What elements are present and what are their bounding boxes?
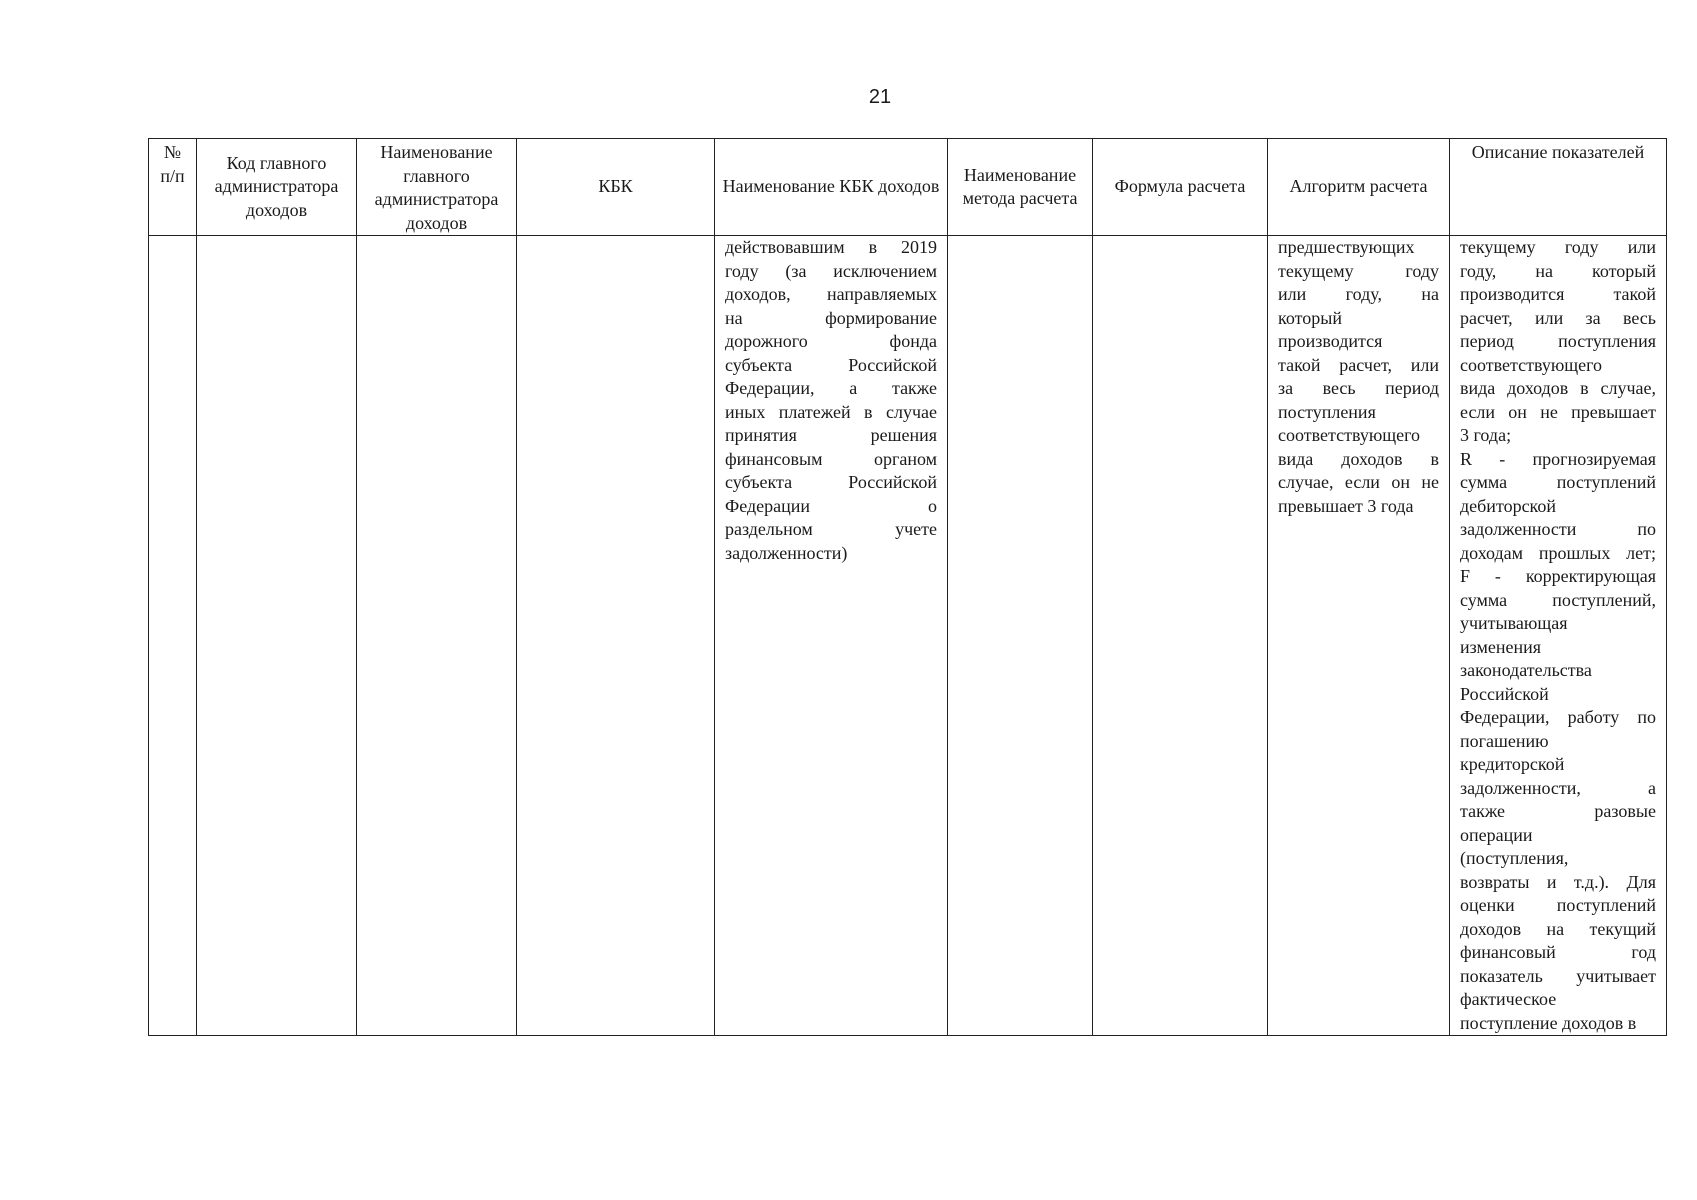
revenue-method-table <box>148 138 1667 1036</box>
text-line: если он не превышает <box>1460 401 1656 422</box>
text-line: задолженности по <box>1460 519 1656 539</box>
text-line: иных платежей в случае <box>725 401 937 422</box>
algorithm-text <box>1278 236 1439 518</box>
text-line: сумма поступлений <box>1460 472 1656 492</box>
description-text <box>1460 236 1656 1035</box>
text-line: законодательства <box>1460 660 1592 680</box>
text-line: операции <box>1460 824 1533 845</box>
text-line: вида доходов в <box>1278 448 1439 469</box>
text-line: поступление доходов в <box>1460 1012 1637 1033</box>
text-line: доходам прошлых лет; <box>1460 542 1656 563</box>
text-line: изменения <box>1460 636 1542 657</box>
text-line: случае, если он не <box>1278 472 1439 492</box>
text-line: вида доходов в случае, <box>1460 378 1656 398</box>
text-line: возвраты и т.д.). Для <box>1460 871 1656 892</box>
text-line: погашению <box>1460 730 1549 751</box>
text-line: году (за исключением <box>725 260 937 281</box>
cell-description <box>1450 236 1667 1036</box>
text-line: показатель учитывает <box>1460 965 1656 986</box>
text-line: задолженности) <box>725 542 848 563</box>
text-line: кредиторской <box>1460 754 1565 774</box>
header-formula: Формула расчета <box>1093 139 1268 236</box>
text-line: оценки поступлений <box>1460 895 1656 915</box>
text-line: принятия решения <box>725 425 937 445</box>
page-number: 21 <box>868 86 892 108</box>
text-line: F - корректирующая <box>1460 566 1656 586</box>
text-line: дорожного фонда <box>725 331 937 351</box>
text-line: финансовым органом <box>725 448 937 469</box>
cell-admin-code <box>197 236 357 1036</box>
text-line: расчет, или за весь <box>1460 307 1656 328</box>
header-description: Описание показателей <box>1450 139 1667 236</box>
header-admin-code: Код главного администратора доходов <box>197 139 357 236</box>
text-line: задолженности, а <box>1460 777 1656 798</box>
header-kbk-name: Наименование КБК доходов <box>715 139 948 236</box>
text-line: 3 года; <box>1460 425 1512 445</box>
text-line: также разовые <box>1460 801 1656 821</box>
text-line: действовавшим в 2019 <box>725 237 937 257</box>
cell-admin-name <box>357 236 517 1036</box>
text-line: период поступления <box>1460 331 1656 351</box>
cell-num <box>149 236 197 1036</box>
cell-formula <box>1093 236 1268 1036</box>
header-method: Наименование метода расчета <box>948 139 1093 236</box>
table-header-row <box>149 139 1667 236</box>
text-line: такой расчет, или <box>1278 354 1439 375</box>
text-line: поступления <box>1278 401 1376 422</box>
text-line: Федерации о <box>725 495 937 516</box>
text-line: раздельном учете <box>725 519 937 539</box>
text-line: производится такой <box>1460 284 1656 304</box>
text-line: субъекта Российской <box>725 354 937 375</box>
text-line: текущему году <box>1278 260 1439 281</box>
text-line: году, на который <box>1460 260 1656 281</box>
text-line: (поступления, <box>1460 848 1569 868</box>
text-line: соответствующего <box>1278 425 1421 445</box>
cell-algorithm <box>1268 236 1450 1036</box>
text-line: учитывающая <box>1460 613 1568 633</box>
text-line: Федерации, а также <box>725 378 937 398</box>
text-line: доходов, направляемых <box>725 284 937 304</box>
header-admin-name: Наименование главного администратора доходов <box>357 139 517 236</box>
text-line: доходов на текущий <box>1460 918 1656 939</box>
text-line: или году, на <box>1278 284 1439 304</box>
text-line: Российской <box>1460 683 1549 704</box>
header-kbk: КБК <box>517 139 715 236</box>
text-line: Федерации, работу по <box>1460 707 1656 727</box>
text-line: который <box>1278 307 1342 328</box>
cell-kbk <box>517 236 715 1036</box>
text-line: фактическое <box>1460 989 1557 1009</box>
kbk-name-text <box>725 236 937 565</box>
text-line: текущему году или <box>1460 237 1656 257</box>
text-line: на формирование <box>725 307 937 328</box>
cell-method <box>948 236 1093 1036</box>
text-line: R - прогнозируемая <box>1460 448 1656 469</box>
text-line: сумма поступлений, <box>1460 589 1656 610</box>
text-line: дебиторской <box>1460 495 1557 516</box>
table-row <box>149 236 1667 1036</box>
text-line: соответствующего <box>1460 354 1603 375</box>
text-line: субъекта Российской <box>725 472 937 492</box>
cell-kbk-name <box>715 236 948 1036</box>
text-line: за весь период <box>1278 378 1439 398</box>
text-line: финансовый год <box>1460 942 1656 962</box>
text-line: предшествующих <box>1278 237 1415 257</box>
text-line: производится <box>1278 331 1383 351</box>
header-algorithm: Алгоритм расчета <box>1268 139 1450 236</box>
header-num: № п/п <box>149 139 197 236</box>
text-line: превышает 3 года <box>1278 495 1414 516</box>
